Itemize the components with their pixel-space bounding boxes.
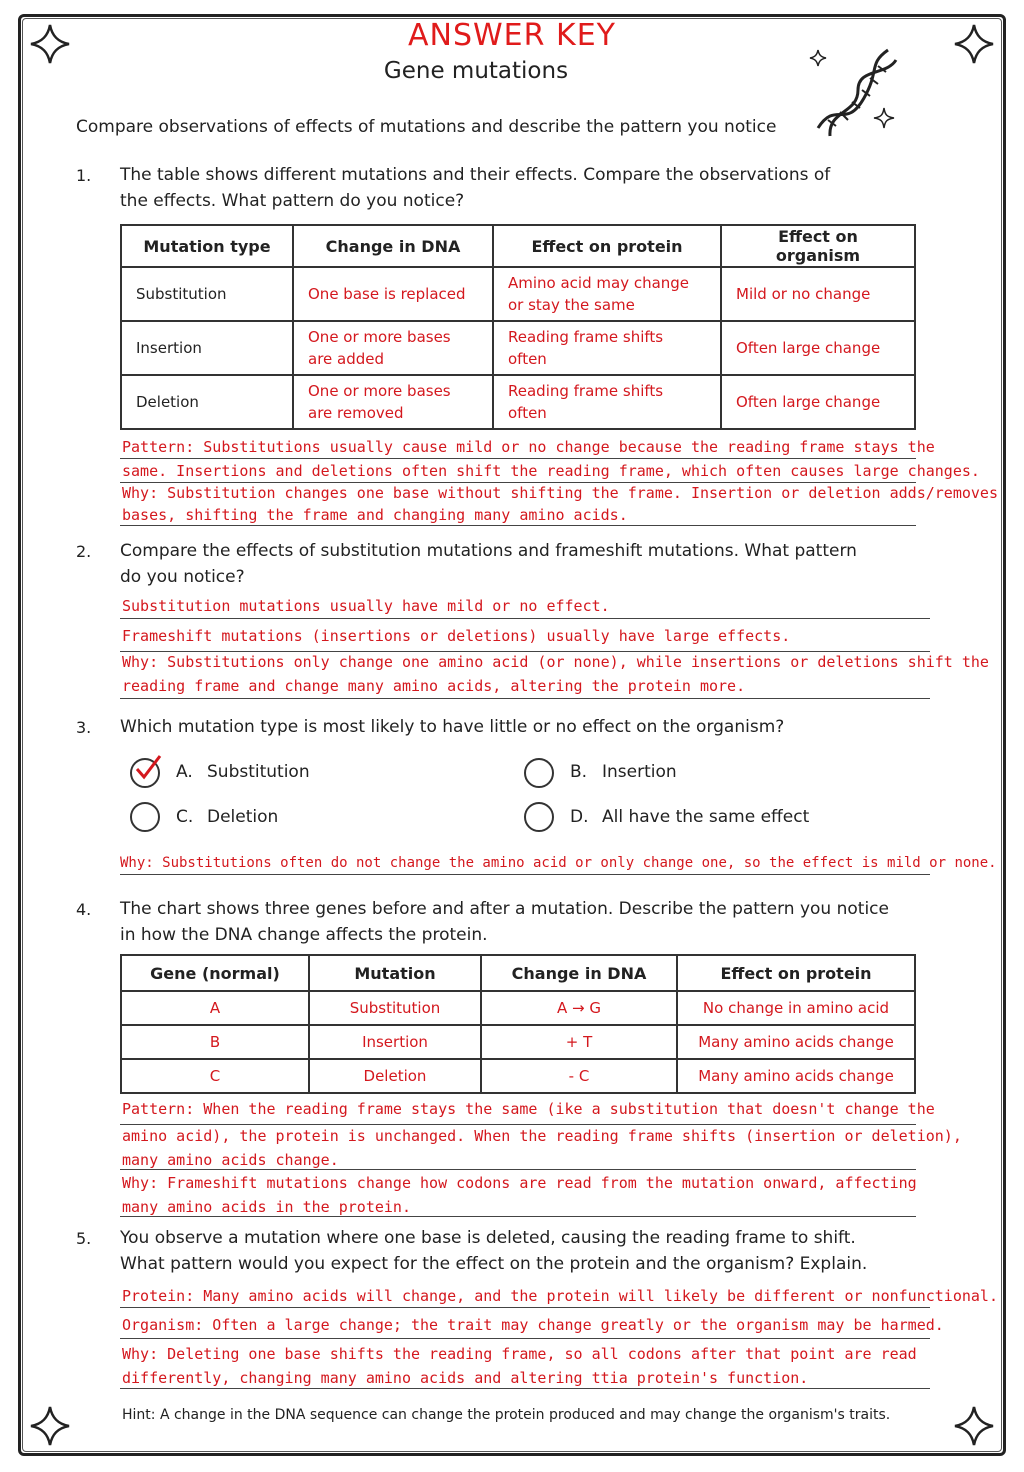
radio-unchecked[interactable] bbox=[130, 802, 160, 832]
q3-question: Which mutation type is most likely to have little or no effect on the organism? bbox=[120, 717, 785, 737]
hint-text: Hint: A change in the DNA sequence can change the protein produced and may change the organism's traits. bbox=[122, 1407, 891, 1423]
question-number: 1. bbox=[76, 166, 92, 185]
gene-cell: A bbox=[121, 991, 309, 1025]
column-header: Mutation bbox=[309, 955, 481, 991]
q2-text-line1: Compare the effects of substitution mutations and frameshift mutations. What pattern bbox=[120, 541, 857, 561]
answer-line bbox=[120, 458, 916, 459]
dna-change-cell: A → G bbox=[481, 991, 677, 1025]
q4-text-line1: The chart shows three genes before and after a mutation. Describe the pattern you notice bbox=[120, 899, 889, 919]
protein-effect-cell: Reading frame shifts often bbox=[493, 321, 721, 375]
answer-line bbox=[120, 1388, 930, 1389]
q2-answer-line1: Substitution mutations usually have mild or no effect. bbox=[122, 597, 610, 615]
organism-effect-cell: Mild or no change bbox=[721, 267, 915, 321]
mutation-type-cell: Insertion bbox=[121, 321, 293, 375]
protein-effect-cell: Many amino acids change bbox=[677, 1059, 915, 1093]
answer-line bbox=[120, 618, 930, 619]
answer-line bbox=[120, 1169, 916, 1170]
column-header: Mutation type bbox=[121, 225, 293, 267]
q4-answer-line4: Why: Frameshift mutations change how codons are read from the mutation onward, affecting bbox=[122, 1174, 917, 1192]
q2-answer-line2: Frameshift mutations (insertions or deletions) usually have large effects. bbox=[122, 627, 791, 645]
protein-effect-cell: Amino acid may change or stay the same bbox=[493, 267, 721, 321]
q1-answer-line4: bases, shifting the frame and changing many amino acids. bbox=[122, 506, 628, 524]
gene-cell: B bbox=[121, 1025, 309, 1059]
question-number: 4. bbox=[76, 900, 92, 919]
column-header: Effect on protein bbox=[493, 225, 721, 267]
column-header: Change in DNA bbox=[481, 955, 677, 991]
table-row bbox=[121, 267, 915, 321]
option-text: Insertion bbox=[602, 762, 677, 782]
question-number: 3. bbox=[76, 718, 92, 737]
gene-mutation-table bbox=[120, 954, 916, 1094]
answer-key-label: ANSWER KEY bbox=[408, 18, 616, 53]
q5-answer-line2: Organism: Often a large change; the trait may change greatly or the organism may be harmed. bbox=[122, 1316, 944, 1334]
page-title: Gene mutations bbox=[383, 58, 569, 84]
organism-effect-cell: Often large change bbox=[721, 321, 915, 375]
q4-text-line2: in how the DNA change affects the protein. bbox=[120, 925, 488, 945]
answer-line bbox=[120, 525, 916, 526]
q3-why: Why: Substitutions often do not change the amino acid or only change one, so the effect is mild or none. bbox=[120, 855, 997, 871]
radio-unchecked[interactable] bbox=[524, 758, 554, 788]
intro-text: Compare observations of effects of mutations and describe the pattern you notice bbox=[76, 117, 777, 137]
mutation-type-cell: Deletion bbox=[121, 375, 293, 429]
dna-change-cell: - C bbox=[481, 1059, 677, 1093]
column-header: Effect on protein bbox=[677, 955, 915, 991]
q4-answer-line5: many amino acids in the protein. bbox=[122, 1198, 411, 1216]
gene-cell: C bbox=[121, 1059, 309, 1093]
protein-effect-cell: Reading frame shifts often bbox=[493, 375, 721, 429]
q2-answer-line3: Why: Substitutions only change one amino acid (or none), while insertions or deletions shift the bbox=[122, 653, 989, 671]
organism-effect-cell: Often large change bbox=[721, 375, 915, 429]
table-row bbox=[121, 991, 915, 1025]
star-icon bbox=[952, 1404, 996, 1448]
q1-text-line2: the effects. What pattern do you notice? bbox=[120, 191, 465, 211]
column-header: Change in DNA bbox=[293, 225, 493, 267]
option-letter: A. bbox=[176, 762, 193, 782]
q1-answer-line2: same. Insertions and deletions often shift the reading frame, which often causes large changes. bbox=[122, 462, 980, 480]
q5-text-line1: You observe a mutation where one base is deleted, causing the reading frame to shift. bbox=[120, 1228, 856, 1248]
answer-line bbox=[120, 1338, 930, 1339]
table-header-row bbox=[121, 955, 915, 991]
option-text: Substitution bbox=[207, 762, 310, 782]
star-icon bbox=[28, 1404, 72, 1448]
dna-change-cell: + T bbox=[481, 1025, 677, 1059]
mutation-cell: Insertion bbox=[309, 1025, 481, 1059]
q2-answer-line4: reading frame and change many amino acids, altering the protein more. bbox=[122, 677, 746, 695]
option-letter: C. bbox=[176, 807, 194, 827]
answer-line bbox=[120, 1216, 916, 1217]
table-row bbox=[121, 1059, 915, 1093]
column-header: Effect on organism bbox=[721, 225, 915, 267]
q4-answer-line3: many amino acids change. bbox=[122, 1151, 339, 1169]
option-text: Deletion bbox=[207, 807, 279, 827]
table-row bbox=[121, 1025, 915, 1059]
option-text: All have the same effect bbox=[602, 807, 810, 827]
q5-answer-line1: Protein: Many amino acids will change, and the protein will likely be different or nonfunctional. bbox=[122, 1287, 998, 1305]
sparkle-icon bbox=[872, 106, 896, 130]
mutation-effects-table bbox=[120, 224, 916, 430]
table-header-row bbox=[121, 225, 915, 267]
q1-answer-line1: Pattern: Substitutions usually cause mild or no change because the reading frame stays the bbox=[122, 438, 935, 456]
check-icon bbox=[130, 752, 164, 786]
mutation-cell: Substitution bbox=[309, 991, 481, 1025]
mutation-type-cell: Substitution bbox=[121, 267, 293, 321]
answer-line bbox=[120, 1307, 930, 1308]
table-row bbox=[121, 321, 915, 375]
question-number: 5. bbox=[76, 1229, 92, 1248]
q5-answer-line4: differently, changing many amino acids and altering ttia protein's function. bbox=[122, 1369, 809, 1387]
option-letter: D. bbox=[570, 807, 589, 827]
question-number: 2. bbox=[76, 542, 92, 561]
q5-text-line2: What pattern would you expect for the effect on the protein and the organism? Explain. bbox=[120, 1254, 868, 1274]
dna-change-cell: One base is replaced bbox=[293, 267, 493, 321]
dna-change-cell: One or more bases are added bbox=[293, 321, 493, 375]
mutation-cell: Deletion bbox=[309, 1059, 481, 1093]
q4-answer-line1: Pattern: When the reading frame stays the same (ike a substitution that doesn't change the bbox=[122, 1100, 935, 1118]
dna-change-cell: One or more bases are removed bbox=[293, 375, 493, 429]
protein-effect-cell: No change in amino acid bbox=[677, 991, 915, 1025]
q4-answer-line2: amino acid), the protein is unchanged. When the reading frame shifts (insertion or deletion), bbox=[122, 1127, 962, 1145]
answer-line bbox=[120, 874, 930, 875]
radio-unchecked[interactable] bbox=[524, 802, 554, 832]
q1-text-line1: The table shows different mutations and their effects. Compare the observations of bbox=[120, 165, 831, 185]
answer-line bbox=[120, 698, 930, 699]
protein-effect-cell: Many amino acids change bbox=[677, 1025, 915, 1059]
q5-answer-line3: Why: Deleting one base shifts the reading frame, so all codons after that point are read bbox=[122, 1345, 917, 1363]
table-row bbox=[121, 375, 915, 429]
q1-answer-line3: Why: Substitution changes one base without shifting the frame. Insertion or deletion adds/removes bbox=[122, 484, 998, 502]
option-letter: B. bbox=[570, 762, 588, 782]
column-header: Gene (normal) bbox=[121, 955, 309, 991]
q2-text-line2: do you notice? bbox=[120, 567, 245, 587]
